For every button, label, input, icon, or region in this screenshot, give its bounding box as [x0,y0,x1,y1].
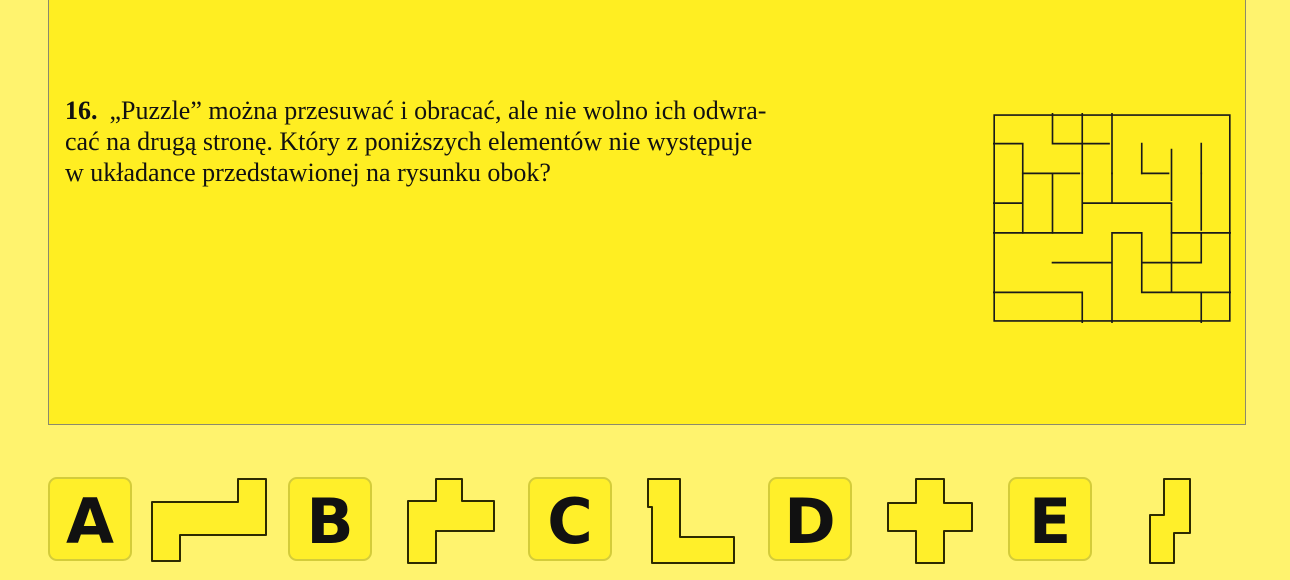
n-pentomino-icon [1140,475,1196,567]
answer-b-button[interactable]: B [288,477,372,561]
x-pentomino-icon [884,475,976,567]
question-line-1: „Puzzle” można przesuwać i obracać, ale nie wolno ich odwra- [109,96,767,125]
question-line-3: w układance przedstawionej na rysunku obok? [65,158,551,187]
answer-a-button[interactable]: A [48,477,132,561]
answer-d-button[interactable]: D [768,477,852,561]
question-number: 16. [65,96,98,125]
answer-c-button[interactable]: C [528,477,612,561]
f-pentomino-icon [400,475,500,567]
z-pentomino-icon [642,475,738,567]
answer-e-button[interactable]: E [1008,477,1092,561]
l-pentomino-icon [148,475,270,565]
question-line-2: cać na drugą stronę. Który z poniższych elementów nie występuje [65,127,753,156]
